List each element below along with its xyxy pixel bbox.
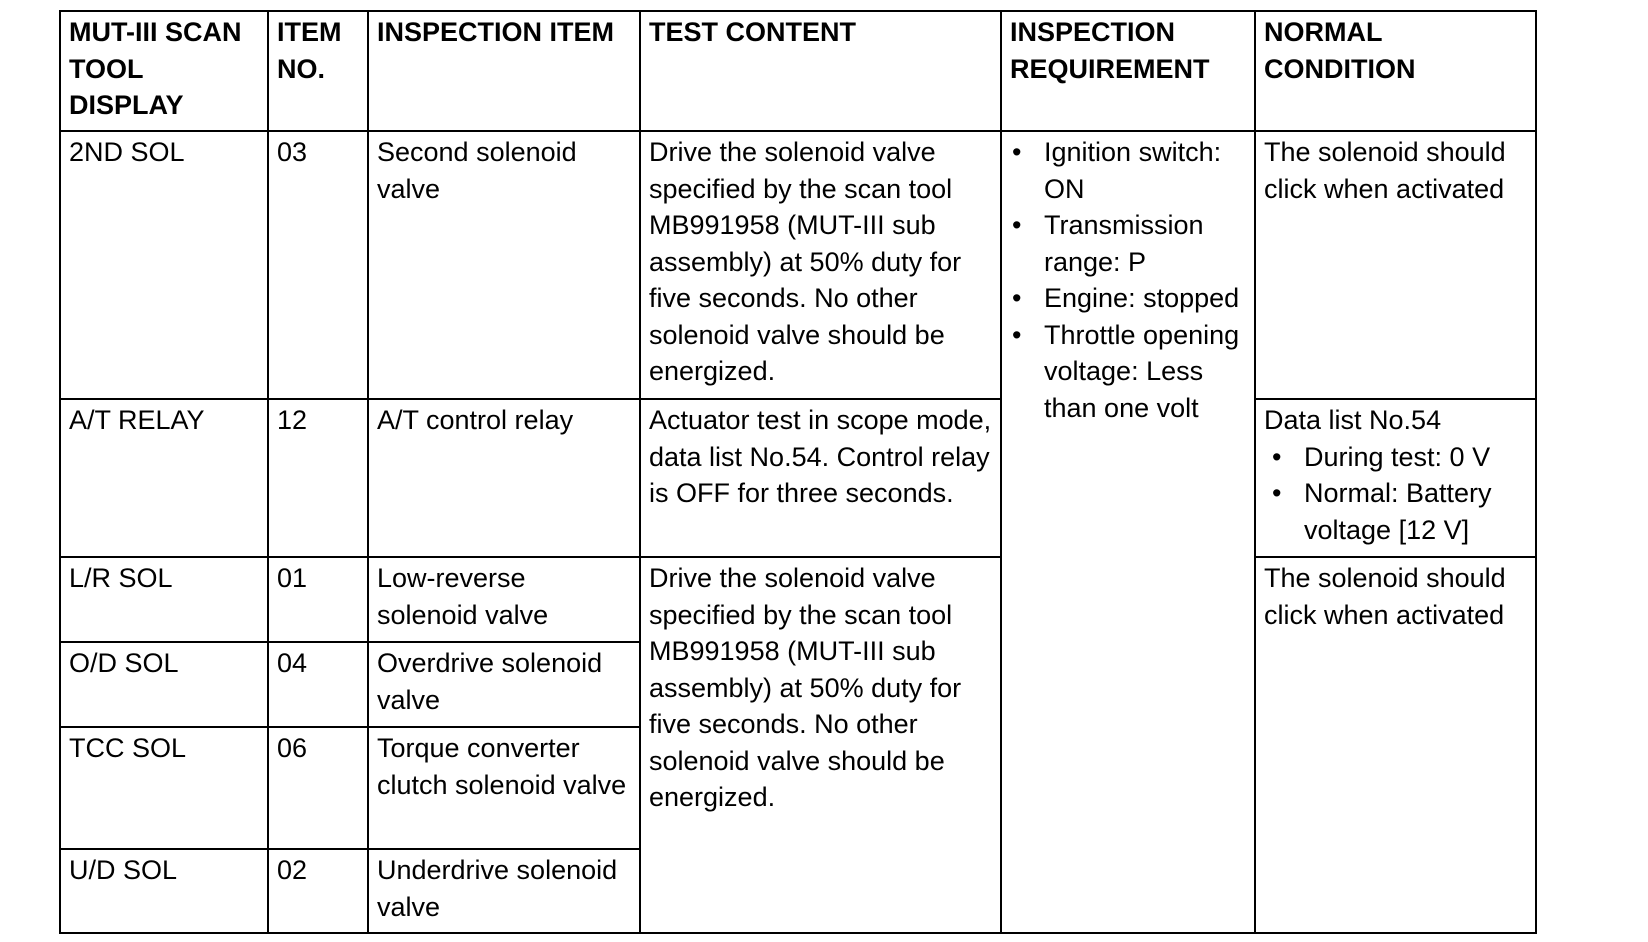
item-no-cell: 04	[268, 642, 368, 727]
header-scan-tool-display: MUT-III SCAN TOOL DISPLAY	[60, 11, 268, 131]
header-inspection-requirement: INSPECTION REQUIREMENT	[1001, 11, 1255, 131]
normal-condition-cell	[1255, 399, 1536, 557]
display-cell: TCC SOL	[60, 727, 268, 849]
inspection-item-cell: Low-reverse solenoid valve	[368, 557, 640, 642]
header-item-no: ITEM NO.	[268, 11, 368, 131]
normal-condition-cell: The solenoid should click when activated	[1255, 131, 1536, 399]
actuator-test-table	[59, 10, 1537, 934]
list-item: • Throttle opening voltage: Less than one volt	[1010, 317, 1248, 427]
inspection-item-cell: Overdrive solenoid valve	[368, 642, 640, 727]
table-row	[60, 131, 1536, 399]
list-item: • Engine: stopped	[1010, 280, 1248, 317]
inspection-item-cell: Second solenoid valve	[368, 131, 640, 399]
test-content-cell: Actuator test in scope mode, data list No.54. Control relay is OFF for three seconds.	[640, 399, 1001, 557]
inspection-requirement-cell	[1001, 131, 1255, 933]
display-cell: A/T RELAY	[60, 399, 268, 557]
item-no-cell: 03	[268, 131, 368, 399]
display-cell: 2ND SOL	[60, 131, 268, 399]
inspection-item-cell: Torque converter clutch solenoid valve	[368, 727, 640, 849]
display-cell: U/D SOL	[60, 849, 268, 933]
list-item: • Normal: Battery voltage [12 V]	[1264, 475, 1529, 548]
inspection-item-cell: Underdrive solenoid valve	[368, 849, 640, 933]
table-row	[60, 557, 1536, 642]
list-item: • Ignition switch: ON	[1010, 134, 1248, 207]
header-inspection-item: INSPECTION ITEM	[368, 11, 640, 131]
normal-condition-intro: Data list No.54	[1264, 405, 1442, 435]
header-test-content: TEST CONTENT	[640, 11, 1001, 131]
list-item: • During test: 0 V	[1264, 439, 1529, 476]
test-content-cell: Drive the solenoid valve specified by the scan tool MB991958 (MUT-III sub assembly) at 50% duty for five seconds. No other solenoid valve should be energized.	[640, 557, 1001, 933]
item-no-cell: 02	[268, 849, 368, 933]
table-row	[60, 399, 1536, 557]
item-no-cell: 06	[268, 727, 368, 849]
header-normal-condition: NORMAL CONDITION	[1255, 11, 1536, 131]
inspection-item-cell: A/T control relay	[368, 399, 640, 557]
inspection-requirement-list	[1010, 134, 1248, 426]
test-content-cell: Drive the solenoid valve specified by the scan tool MB991958 (MUT-III sub assembly) at 50% duty for five seconds. No other solenoid valve should be energized.	[640, 131, 1001, 399]
item-no-cell: 12	[268, 399, 368, 557]
list-item: • Transmission range: P	[1010, 207, 1248, 280]
header-row	[60, 11, 1536, 131]
normal-condition-cell: The solenoid should click when activated	[1255, 557, 1536, 933]
normal-condition-list	[1264, 439, 1529, 549]
display-cell: L/R SOL	[60, 557, 268, 642]
item-no-cell: 01	[268, 557, 368, 642]
display-cell: O/D SOL	[60, 642, 268, 727]
